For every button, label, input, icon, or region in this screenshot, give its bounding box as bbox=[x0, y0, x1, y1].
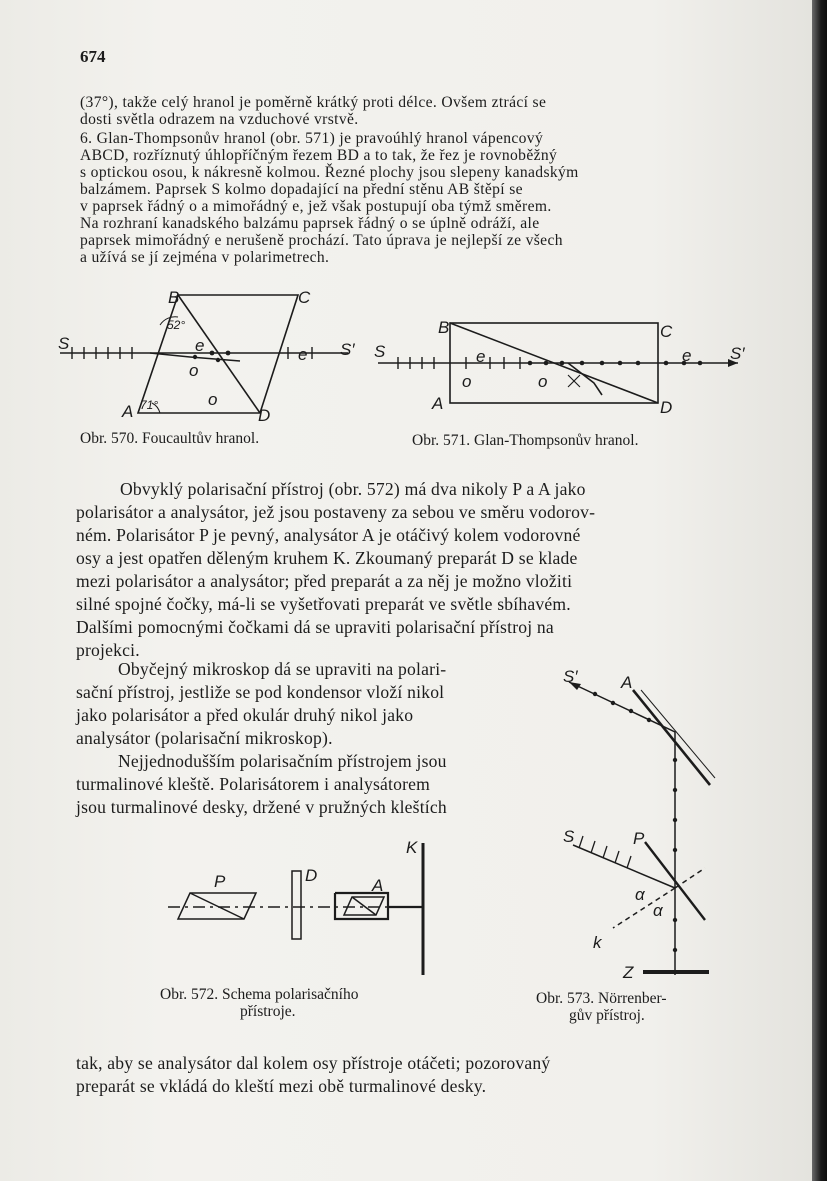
glan-paragraph-line: paprsek mimořádný e nerušeně prochází. Tato úprava je nejlepší ze všech bbox=[80, 232, 563, 249]
polar-paragraph-line: Obvyklý polarisační přístroj (obr. 572) má dva nikoly P a A jako bbox=[120, 479, 586, 499]
polar-paragraph-line: mezi polarisátor a analysátor; před preparát a za něj je možno vložiti bbox=[76, 571, 573, 591]
figure-573-caption: gův přístroj. bbox=[569, 1007, 645, 1024]
top-paragraph-line: dosti světla odrazem na vzduchové vrstvě. bbox=[80, 111, 359, 128]
polar-paragraph-line: ném. Polarisátor P je pevný, analysátor A je otáčivý kolem vodorovné bbox=[76, 525, 581, 545]
label-A: A bbox=[122, 402, 134, 421]
label-alpha: α bbox=[653, 901, 663, 920]
incident-ray bbox=[573, 845, 675, 888]
label-C: C bbox=[660, 322, 673, 341]
bottom-paragraph-line: preparát se vkládá do kleští mezi obě turmalinové desky. bbox=[76, 1076, 487, 1096]
label-D: D bbox=[305, 866, 318, 885]
label-A: A bbox=[372, 876, 384, 895]
figure-573-norrenberg-apparatus bbox=[555, 660, 740, 990]
label-e: e bbox=[682, 346, 692, 365]
page-number: 674 bbox=[80, 47, 106, 66]
label-e: e bbox=[195, 336, 205, 355]
figure-570-foucault-prism bbox=[50, 285, 370, 435]
microscope-paragraph-line: Obyčejný mikroskop dá se upraviti na polari- bbox=[118, 659, 447, 679]
figure-573-caption: Obr. 573. Nörrenber- bbox=[536, 990, 667, 1007]
label-P: P bbox=[214, 872, 226, 891]
glan-paragraph-line: v paprsek řádný o a mimořádný e, jež však postupují oba týmž směrem. bbox=[80, 198, 552, 215]
label-A: A bbox=[432, 394, 444, 413]
polar-paragraph-line: projekci. bbox=[76, 640, 140, 660]
label-B: B bbox=[168, 288, 180, 307]
tourmaline-paragraph-line: jsou turmalinové desky, držené v pružných kleštích bbox=[76, 797, 447, 817]
polar-paragraph-line: silné spojné čočky, má-li se vyšetřovati preparát ve světle sbíhavém. bbox=[76, 594, 571, 614]
microscope-paragraph-line: jako polarisátor a před okulár druhý nikol jako bbox=[76, 705, 414, 725]
figure-572-polarisation-apparatus bbox=[160, 835, 450, 985]
figure-570-caption: Obr. 570. Foucaultův hranol. bbox=[80, 430, 260, 447]
microscope-paragraph-line: sační přístroj, jestliže se pod kondensor vloží nikol bbox=[76, 682, 445, 702]
polar-paragraph-line: Dalšími pomocnými čočkami dá se upraviti polarisační přístroj na bbox=[76, 617, 554, 637]
label-D: D bbox=[258, 406, 271, 425]
analyzer-mirror bbox=[633, 690, 710, 785]
label-K: K bbox=[406, 838, 418, 857]
figure-572-caption: Obr. 572. Schema polarisačního bbox=[160, 986, 359, 1003]
label-o: o bbox=[189, 361, 199, 380]
label-A: A bbox=[621, 673, 633, 692]
label-e: e bbox=[298, 345, 308, 364]
top-paragraph-line: (37°), takže celý hranol je poměrně krátký proti délce. Ovšem ztrácí se bbox=[80, 94, 547, 111]
label-S: S bbox=[374, 342, 386, 361]
polar-paragraph-line: osy a jest opatřen děleným kruhem K. Zkoumaný preparát D se klade bbox=[76, 548, 578, 568]
glan-paragraph-line: balzámem. Paprsek S kolmo dopadající na přední stěnu AB štěpí se bbox=[80, 181, 523, 198]
glan-paragraph-line: s optickou osou, k nákresně kolmou. Řezné plochy jsou slepeny kanadským bbox=[80, 164, 579, 181]
glan-paragraph-line: 6. Glan-Thompsonův hranol (obr. 571) je pravoúhlý hranol vápencový bbox=[80, 130, 544, 147]
label-k: k bbox=[593, 933, 602, 952]
cut-line bbox=[178, 295, 260, 413]
ray-path-upper bbox=[569, 682, 675, 975]
label-e: e bbox=[476, 347, 486, 366]
label-S: S bbox=[563, 827, 575, 846]
label-B: B bbox=[438, 318, 450, 337]
polar-paragraph-line: polarisátor a analysátor, jež jsou postaveny za sebou ve směru vodorov- bbox=[76, 502, 596, 522]
glan-paragraph-line: ABCD, rozříznutý úhlopříčným řezem BD a to tak, že řez je rovnoběžný bbox=[80, 147, 558, 164]
label-o: o bbox=[208, 390, 218, 409]
tourmaline-paragraph-line: turmalinové kleště. Polarisátorem i analysátorem bbox=[76, 774, 431, 794]
figure-571-caption: Obr. 571. Glan-Thompsonův hranol. bbox=[412, 432, 639, 449]
label-S-prime: S′ bbox=[340, 340, 355, 359]
label-o: o bbox=[462, 372, 472, 391]
label-angle-52: 52° bbox=[167, 318, 186, 332]
label-Z: Z bbox=[623, 963, 634, 982]
book-binding-edge bbox=[812, 0, 827, 1181]
label-S-prime: S′ bbox=[563, 667, 578, 686]
bottom-paragraph-line: tak, aby se analysátor dal kolem osy přístroje otáčeti; pozorovaný bbox=[76, 1053, 551, 1073]
label-S: S bbox=[58, 334, 70, 353]
glan-paragraph-line: Na rozhraní kanadského balzámu paprsek řádný o se úplně odráží, ale bbox=[80, 215, 540, 232]
label-o: o bbox=[538, 372, 548, 391]
label-S-prime: S′ bbox=[730, 344, 745, 363]
glan-paragraph-line: a užívá se jí zejména v polarimetrech. bbox=[80, 249, 330, 266]
label-P: P bbox=[633, 829, 645, 848]
microscope-paragraph-line: analysátor (polarisační mikroskop). bbox=[76, 728, 333, 748]
specimen-plate bbox=[292, 871, 301, 939]
label-C: C bbox=[298, 288, 311, 307]
label-alpha: α bbox=[635, 885, 645, 904]
tourmaline-paragraph-line: Nejjednodušším polarisačním přístrojem jsou bbox=[118, 751, 447, 771]
figure-571-glan-thompson-prism bbox=[370, 315, 750, 425]
label-angle-71: 71° bbox=[140, 398, 159, 412]
figure-572-caption: přístroje. bbox=[240, 1003, 296, 1020]
label-D: D bbox=[660, 398, 673, 417]
